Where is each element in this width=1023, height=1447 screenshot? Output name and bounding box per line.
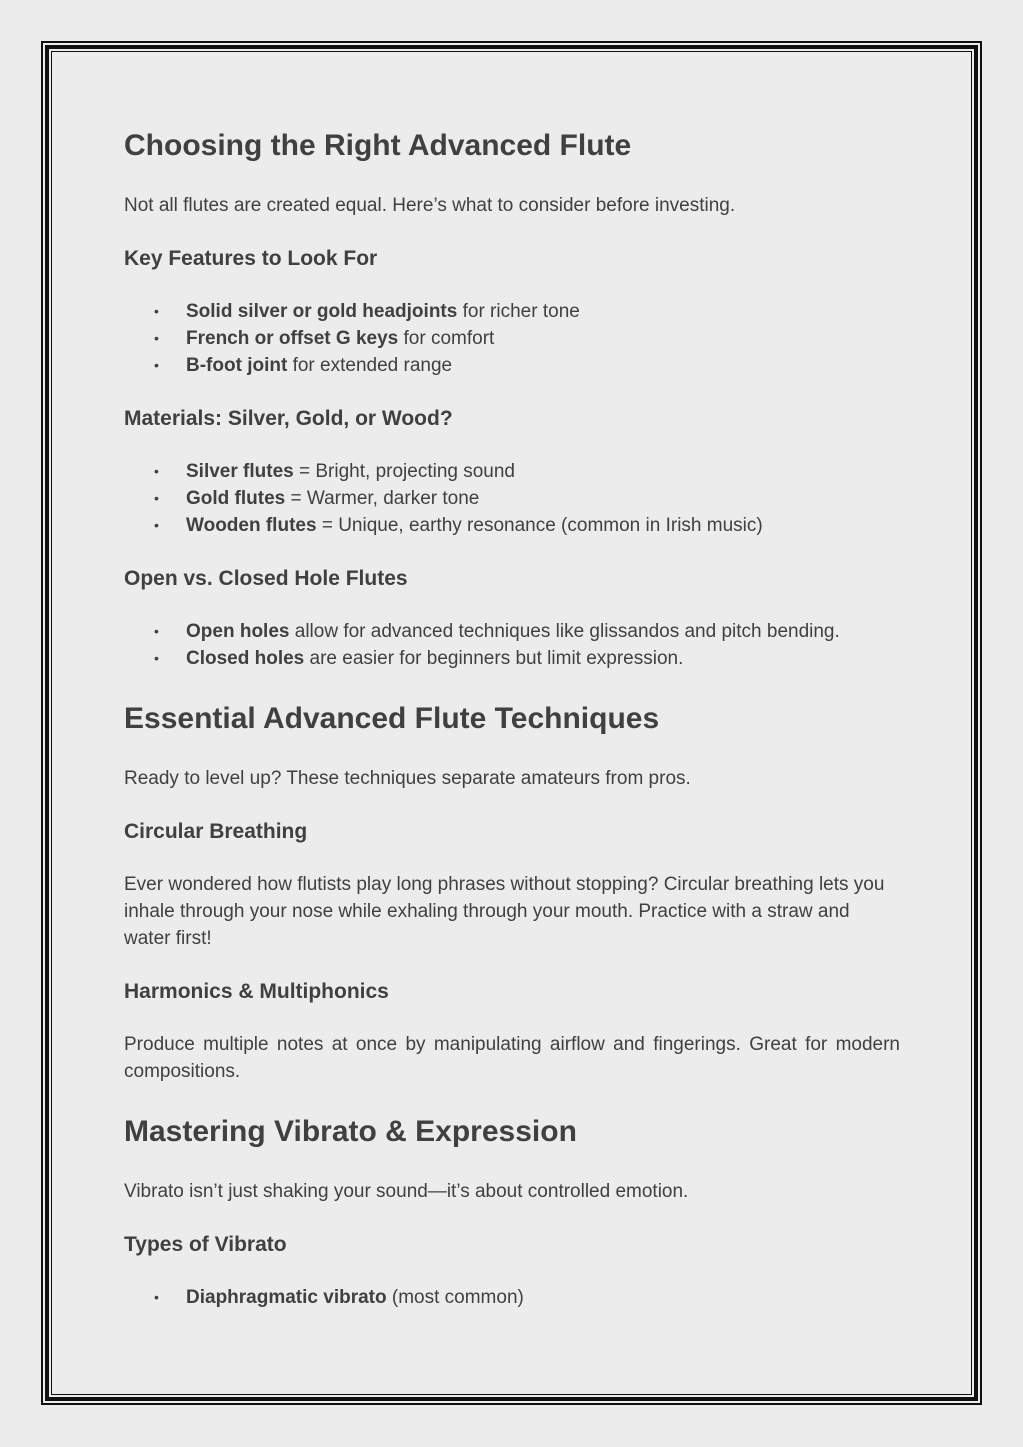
heading-harmonics: Harmonics & Multiphonics [124, 980, 389, 1003]
heading-key-features: Key Features to Look For [124, 247, 378, 270]
bullet-icon: • [154, 330, 159, 346]
list-item [124, 645, 900, 672]
list-item-text: are easier for beginners but limit expression. [304, 648, 684, 669]
list-item-text: for richer tone [457, 301, 580, 322]
list-item-text: = Warmer, darker tone [285, 488, 480, 509]
list-item [124, 1284, 900, 1311]
list-item-text: allow for advanced techniques like glissandos and pitch bending. [289, 621, 840, 642]
bullet-icon: • [154, 623, 159, 639]
list-item-bold: Diaphragmatic vibrato [186, 1287, 387, 1308]
document-body [124, 124, 900, 1311]
heading-circular-breathing: Circular Breathing [124, 820, 308, 843]
list-item-bold: B-foot joint [186, 355, 288, 376]
section-intro-techniques: Ready to level up? These techniques separate amateurs from pros. [124, 768, 691, 789]
list-item-bold: Solid silver or gold headjoints [186, 301, 458, 322]
heading-types-of-vibrato: Types of Vibrato [124, 1233, 287, 1256]
section-intro-choosing-flute: Not all flutes are created equal. Here’s what to consider before investing. [124, 195, 736, 216]
paragraph-harmonics: Produce multiple notes at once by manipulating airflow and fingerings. Great for modern compositions. [124, 1034, 900, 1082]
section-title-vibrato: Mastering Vibrato & Expression [124, 1115, 577, 1148]
bullet-icon: • [154, 517, 159, 533]
list-item [124, 485, 900, 512]
bullet-icon: • [154, 650, 159, 666]
list-item-bold: Open holes [186, 621, 290, 642]
section-intro-vibrato: Vibrato isn’t just shaking your sound—it’s about controlled emotion. [124, 1181, 689, 1202]
bullet-icon: • [154, 490, 159, 506]
heading-open-closed-holes: Open vs. Closed Hole Flutes [124, 567, 408, 590]
heading-materials: Materials: Silver, Gold, or Wood? [124, 407, 453, 430]
list-item-bold: Wooden flutes [186, 515, 317, 536]
list-item [124, 325, 900, 352]
list-item [124, 512, 900, 539]
list-item [124, 618, 900, 645]
paragraph-circular-breathing: Ever wondered how flutists play long phrases without stopping? Circular breathing lets you inhale through your nose while exhaling through your mouth. Practice with a straw and water first! [124, 874, 885, 949]
list-item [124, 458, 900, 485]
section-title-choosing-flute: Choosing the Right Advanced Flute [124, 129, 632, 162]
bullet-icon: • [154, 303, 159, 319]
list-key-features [124, 298, 900, 379]
list-open-closed-holes [124, 618, 900, 672]
list-item-text: (most common) [386, 1287, 524, 1308]
section-title-techniques: Essential Advanced Flute Techniques [124, 702, 660, 735]
list-materials [124, 458, 900, 539]
list-item-bold: French or offset G keys [186, 328, 399, 349]
list-item-bold: Gold flutes [186, 488, 286, 509]
list-item-text: = Bright, projecting sound [293, 461, 515, 482]
bullet-icon: • [154, 463, 159, 479]
list-item [124, 352, 900, 379]
list-item [124, 298, 900, 325]
list-item-text: = Unique, earthy resonance (common in Irish music) [316, 515, 763, 536]
list-item-text: for comfort [398, 328, 495, 349]
list-item-bold: Silver flutes [186, 461, 294, 482]
bullet-icon: • [154, 357, 159, 373]
list-types-of-vibrato [124, 1284, 900, 1311]
list-item-bold: Closed holes [186, 648, 305, 669]
list-item-text: for extended range [287, 355, 453, 376]
bullet-icon: • [154, 1289, 159, 1305]
